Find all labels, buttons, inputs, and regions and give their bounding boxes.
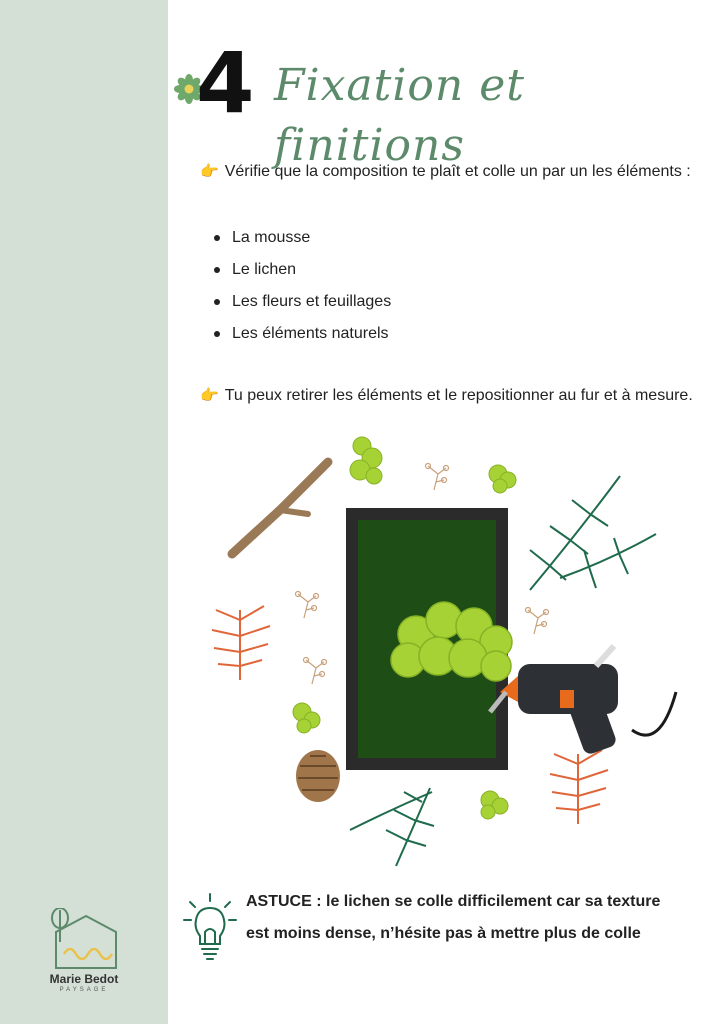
step-number: 4 [196,34,255,132]
glue-gun-icon [490,646,676,756]
list-item: Les éléments naturels [212,318,391,350]
moss-piece [293,703,320,733]
fern-leaf [530,476,656,590]
lightbulb-icon [182,892,238,964]
composition-illustration [200,430,700,870]
house-leaf-icon [34,908,134,972]
list-item: La mousse [212,222,391,254]
sidebar-panel [0,0,168,1024]
intro-paragraph [200,156,694,188]
brand-tagline: PAYSAGE [59,987,109,993]
brand-name: Marie Bedot [49,972,119,986]
branch-icon [232,462,328,554]
pine-cone-icon [296,750,340,802]
note-text: Tu peux retirer les éléments et le repositionner au fur et à mesure. [224,387,693,404]
moss-piece [350,437,382,484]
brand-logo [34,908,134,998]
page-title: Fixation et finitions [274,60,525,171]
tip-text: ASTUCE : le lichen se colle difficilement car sa texture est moins dense, n’hésite pas à mettre plus de colle [246,893,661,942]
note-paragraph [200,380,694,412]
list-item: Le lichen [212,254,391,286]
fern-leaf [350,788,434,866]
pointing-hand-icon: 👉 [200,387,219,404]
elements-list [212,222,391,350]
pointing-hand-icon: 👉 [200,163,219,180]
intro-text: Vérifie que la composition te plaît et colle un par un les éléments : [224,163,691,180]
list-item: Les fleurs et feuillages [212,286,391,318]
moss-piece [481,791,508,819]
moss-piece [489,465,516,493]
